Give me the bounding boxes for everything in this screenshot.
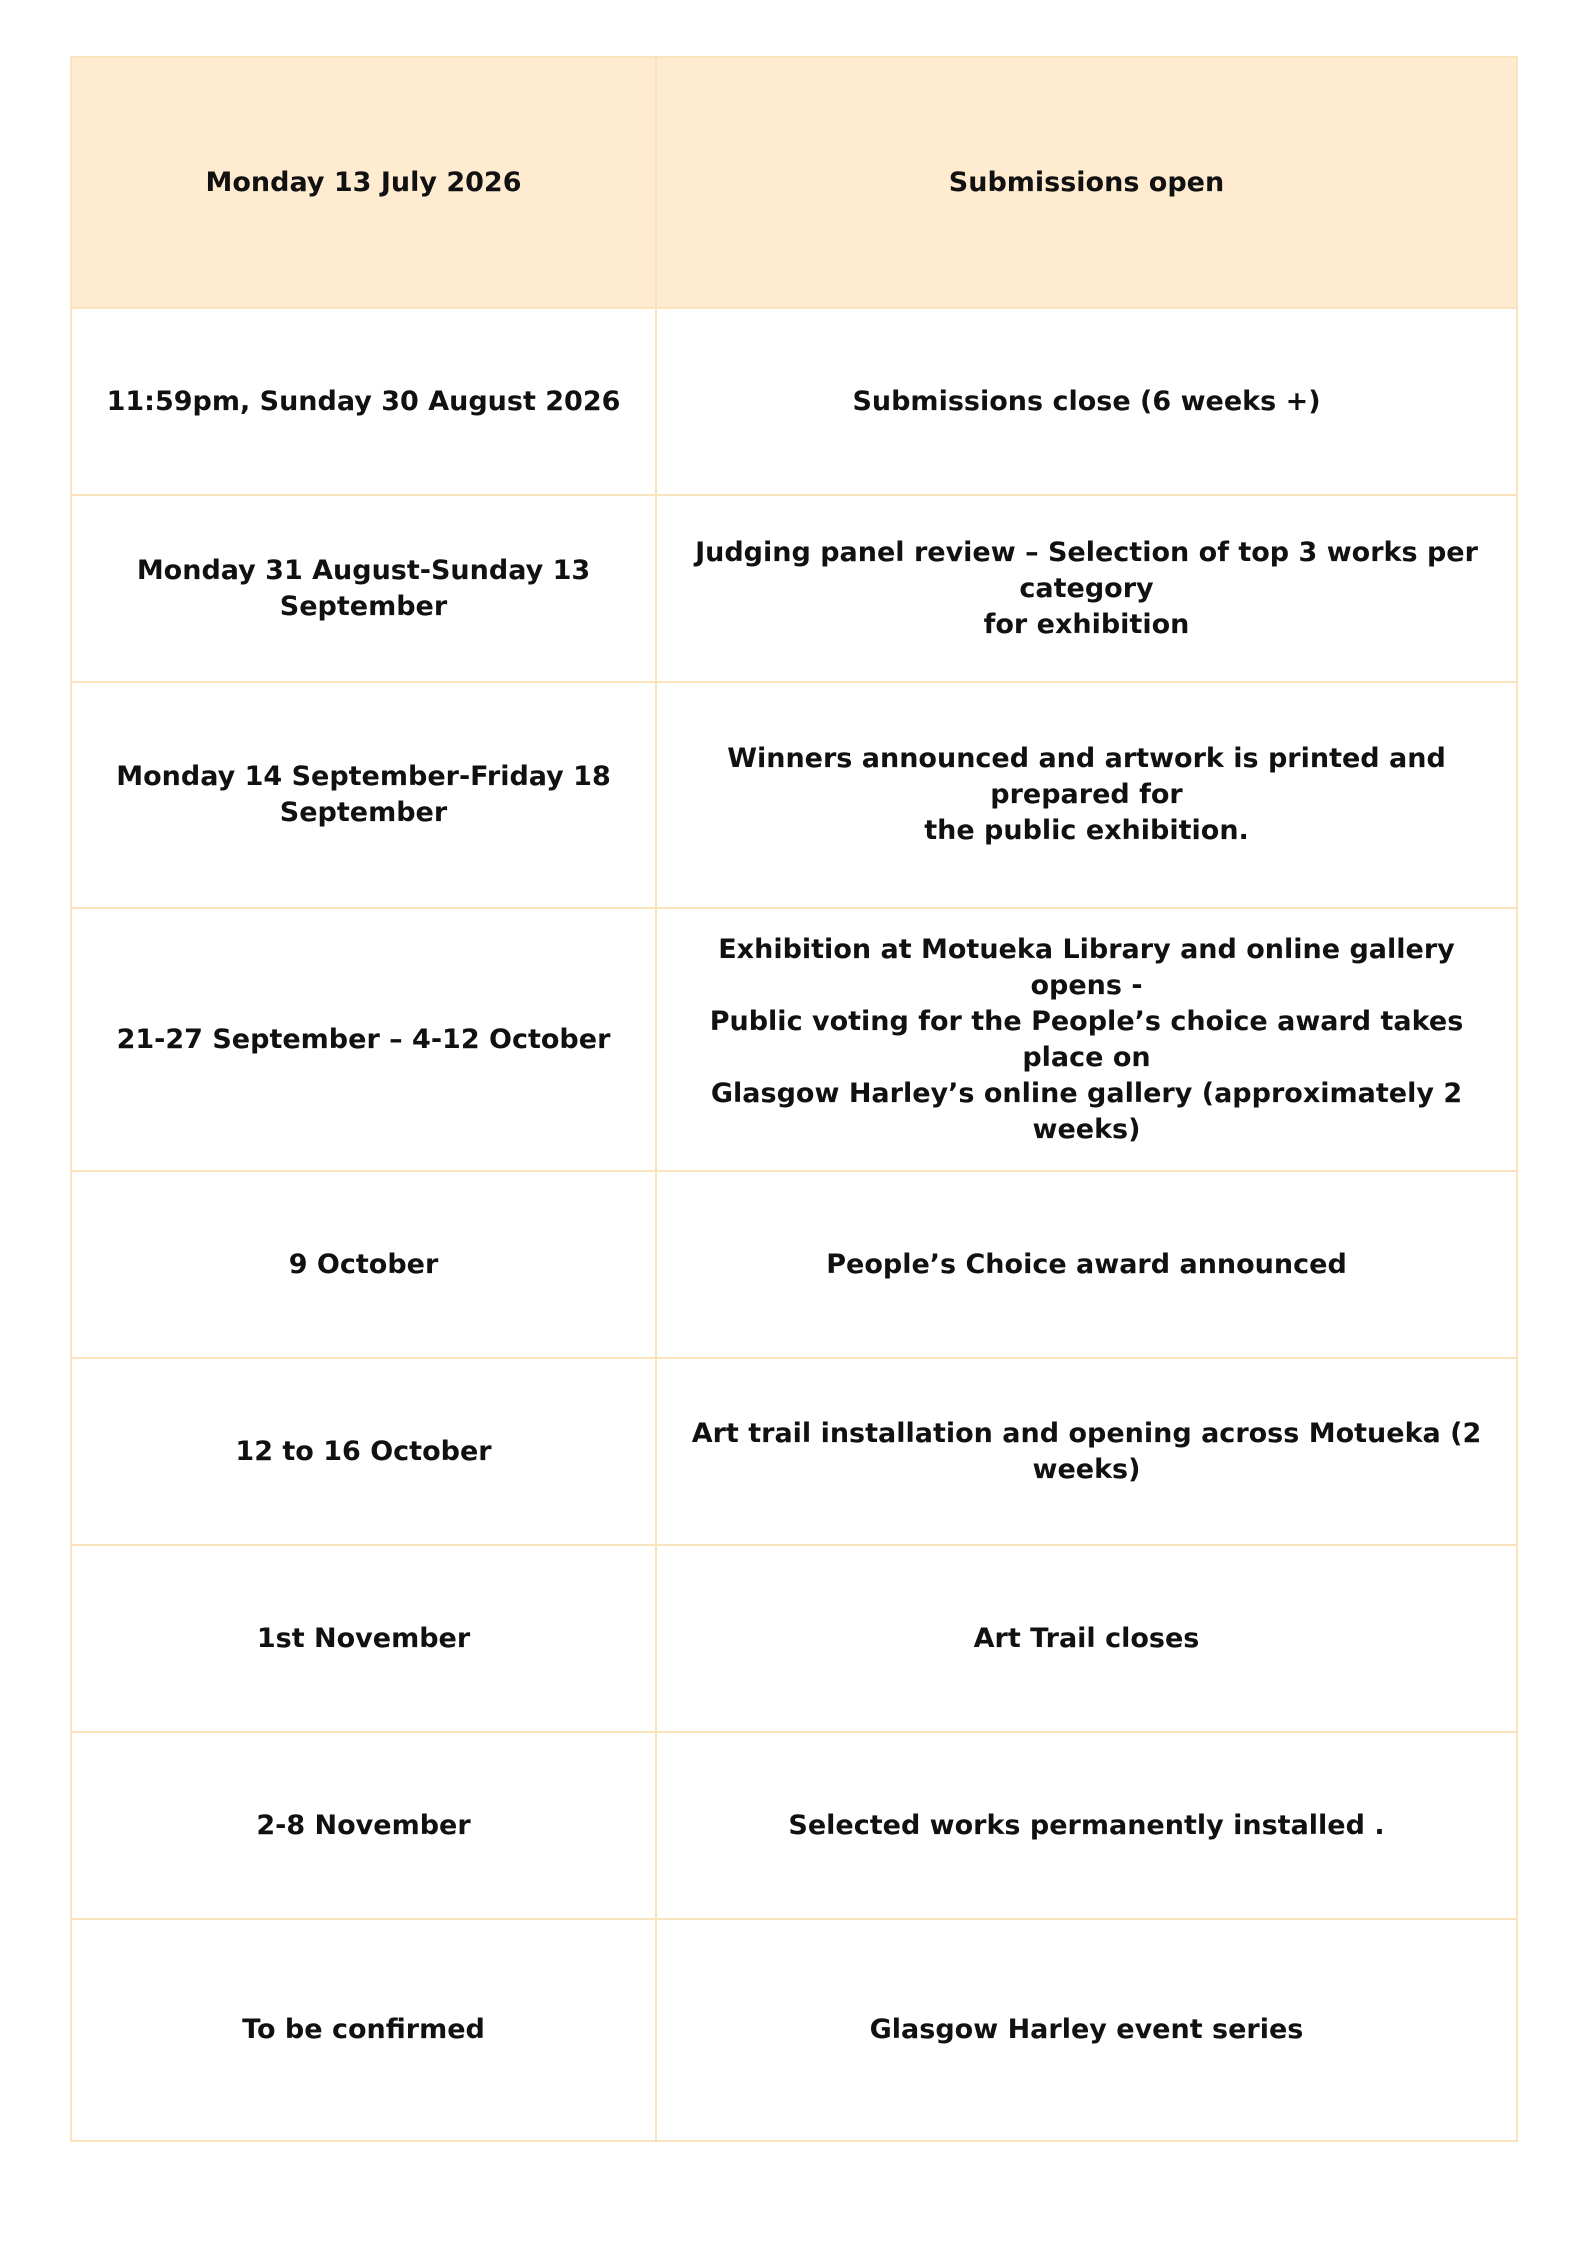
schedule-date-cell: Monday 13 July 2026 xyxy=(71,57,656,308)
schedule-row xyxy=(71,1919,1517,2141)
schedule-event-cell: Selected works permanently installed . xyxy=(656,1732,1517,1919)
schedule-row xyxy=(71,1358,1517,1545)
schedule-event-cell: Art trail installation and opening across Motueka (2 weeks) xyxy=(656,1358,1517,1545)
schedule-date-cell: 12 to 16 October xyxy=(71,1358,656,1545)
schedule-event-cell: Art Trail closes xyxy=(656,1545,1517,1732)
schedule-row xyxy=(71,308,1517,495)
schedule-date-cell: 1st November xyxy=(71,1545,656,1732)
schedule-event-cell: Submissions close (6 weeks +) xyxy=(656,308,1517,495)
schedule-date-cell: 21-27 September – 4-12 October xyxy=(71,908,656,1171)
schedule-table xyxy=(70,56,1518,2142)
schedule-row xyxy=(71,1732,1517,1919)
schedule-row xyxy=(71,495,1517,682)
schedule-event-cell: Judging panel review – Selection of top 3 works per category for exhibition xyxy=(656,495,1517,682)
schedule-row xyxy=(71,1545,1517,1732)
schedule-date-cell: 9 October xyxy=(71,1171,656,1358)
schedule-date-cell: 2-8 November xyxy=(71,1732,656,1919)
schedule-event-cell: Exhibition at Motueka Library and online gallery opens - Public voting for the People’s choice award takes place on Glasgow Harley’s online gallery (approximately 2 weeks) xyxy=(656,908,1517,1171)
schedule-row xyxy=(71,682,1517,908)
schedule-event-cell: Winners announced and artwork is printed and prepared for the public exhibition. xyxy=(656,682,1517,908)
schedule-date-cell: 11:59pm, Sunday 30 August 2026 xyxy=(71,308,656,495)
schedule-row xyxy=(71,1171,1517,1358)
schedule-date-cell: Monday 14 September-Friday 18 September xyxy=(71,682,656,908)
schedule-date-cell: To be confirmed xyxy=(71,1919,656,2141)
schedule-event-cell: Glasgow Harley event series xyxy=(656,1919,1517,2141)
schedule-header-row xyxy=(71,57,1517,308)
schedule-row xyxy=(71,908,1517,1171)
schedule-date-cell: Monday 31 August-Sunday 13 September xyxy=(71,495,656,682)
schedule-event-cell: Submissions open xyxy=(656,57,1517,308)
schedule-event-cell: People’s Choice award announced xyxy=(656,1171,1517,1358)
